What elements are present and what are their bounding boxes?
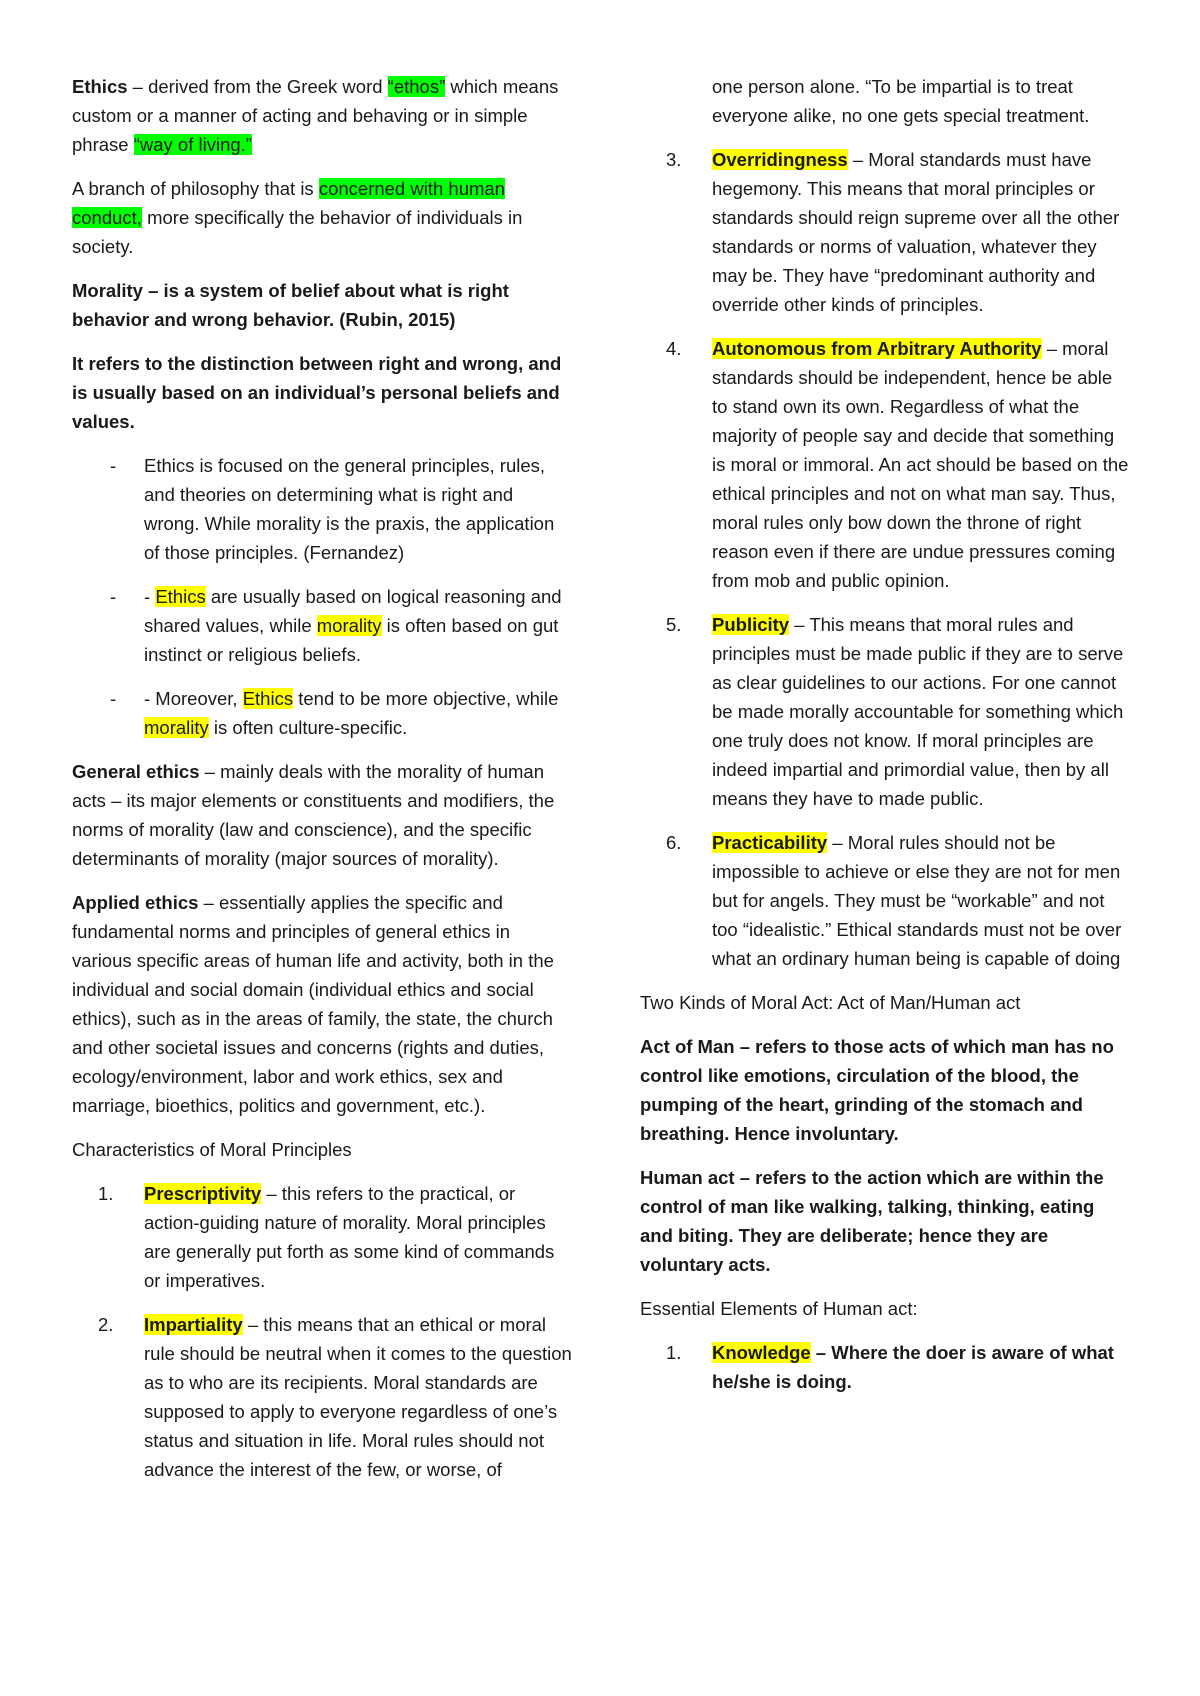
applied-ethics-paragraph xyxy=(72,888,572,1120)
item-term: Practicability xyxy=(712,832,828,853)
branch-text: A branch of philosophy that is xyxy=(72,178,319,199)
bullet-text: tend to be more objective, while xyxy=(293,688,559,709)
refers-paragraph: It refers to the distinction between right and wrong, and is usually based on an individual’s personal beliefs and values. xyxy=(72,353,562,432)
essential-elements-heading: Essential Elements of Human act: xyxy=(640,1298,918,1319)
item-number: 5. xyxy=(666,614,682,635)
item-term: Autonomous from Arbitrary Authority xyxy=(712,338,1042,359)
bullet-text: is often based on gut instinct or religious beliefs. xyxy=(144,615,559,665)
item-term: Prescriptivity xyxy=(144,1183,262,1204)
bullet-text: Ethics is focused on the general principles, rules, and theories on determining what is right and wrong. While morality is the praxis, the application of those principles. (Fernandez) xyxy=(144,455,555,563)
item-term: Publicity xyxy=(712,614,790,635)
bullet-item xyxy=(72,684,572,742)
general-ethics-paragraph xyxy=(72,757,572,873)
human-conduct-highlight: concerned with human conduct, xyxy=(72,178,505,228)
ethics-highlight: Ethics xyxy=(242,688,294,709)
numbered-item xyxy=(640,828,1132,973)
general-ethics-term: General ethics xyxy=(72,761,200,782)
item-definition: – this means that an ethical or moral rule should be neutral when it comes to the question as to who are its recipients. Moral standards are supposed to apply to everyone regardless of one’s status and situation in life. Moral rules should not advance the interest of the few, or worse, of xyxy=(144,1314,572,1480)
ethos-highlight: “ethos” xyxy=(387,76,446,97)
bullet-text: - xyxy=(144,586,156,607)
item-definition: – Where the doer is aware of what he/she is doing. xyxy=(712,1342,1114,1392)
two-kinds-heading: Two Kinds of Moral Act: Act of Man/Human act xyxy=(640,992,1021,1013)
impartiality-continuation xyxy=(640,72,1132,130)
morality-highlight: morality xyxy=(316,615,382,636)
item-definition: – This means that moral rules and principles must be made public if they are to serve as clear guidelines to our actions. For one cannot be made morally accountable for something which one truly does not know. If moral principles are indeed impartial and primordial value, then by all means they have to made public. xyxy=(712,614,1124,809)
ethics-highlight: Ethics xyxy=(155,586,206,607)
left-column xyxy=(72,72,572,1499)
general-ethics-def: – mainly deals with the morality of human acts – its major elements or constituents and modifiers, the norms of morality (law and conscience), and the specific determinants of morality (major sources of morality). xyxy=(72,761,555,869)
item-number: 1. xyxy=(666,1342,682,1363)
item-definition: – this refers to the practical, or action-guiding nature of morality. Moral principles are generally put forth as some kind of commands or imperatives. xyxy=(144,1183,555,1291)
item-term: Impartiality xyxy=(144,1314,243,1335)
numbered-item xyxy=(640,1338,1132,1396)
act-of-man-paragraph: Act of Man – refers to those acts of which man has no control like emotions, circulation of the blood, the pumping of the heart, grinding of the stomach and breathing. Hence involuntary. xyxy=(640,1036,1114,1144)
numbered-item xyxy=(72,1310,572,1484)
ethics-definition xyxy=(72,72,572,159)
characteristics-heading: Characteristics of Moral Principles xyxy=(72,1139,352,1160)
ethics-term: Ethics xyxy=(72,76,128,97)
item-term: Overridingness xyxy=(712,149,848,170)
item-number: 3. xyxy=(666,149,682,170)
item-number: 1. xyxy=(98,1183,114,1204)
morality-definition: Morality – is a system of belief about what is right behavior and wrong behavior. (Rubin, 2015) xyxy=(72,280,509,330)
continuation-text: one person alone. “To be impartial is to treat everyone alike, no one gets special treatment. xyxy=(712,76,1090,126)
way-of-living-highlight: “way of living.” xyxy=(133,134,252,155)
morality-highlight: morality xyxy=(144,717,209,738)
ethics-def-text: – derived from the Greek word xyxy=(127,76,388,97)
bullet-dash: - xyxy=(110,455,117,476)
right-column xyxy=(640,72,1132,1411)
numbered-item xyxy=(640,610,1132,813)
item-number: 2. xyxy=(98,1314,114,1335)
item-definition: – Moral standards must have hegemony. This means that moral principles or standards should reign supreme over all the other standards or norms of valuation, whatever they may be. They have “predominant authority and override other kinds of principles. xyxy=(712,149,1120,315)
bullet-item xyxy=(72,451,572,567)
item-number: 6. xyxy=(666,832,682,853)
branch-paragraph xyxy=(72,174,572,261)
item-term: Knowledge xyxy=(712,1342,811,1363)
bullet-dash: - xyxy=(110,688,117,709)
numbered-item xyxy=(640,145,1132,319)
applied-ethics-def: – essentially applies the specific and fundamental norms and principles of general ethics in various specific areas of human life and activity, both in the individual and social domain (individual ethics and social ethics), such as in the areas of family, the state, the church and other societal issues and concerns (rights and duties, ecology/environment, labor and work ethics, sex and marriage, bioethics, politics and government, etc.). xyxy=(72,892,554,1116)
bullet-text: is often culture-specific. xyxy=(208,717,408,738)
bullet-item xyxy=(72,582,572,669)
item-definition: – Moral rules should not be impossible to achieve or else they are not for men but for angels. They must be “workable” and not too “idealistic.” Ethical standards must not be over what an ordinary human being is capable of doing xyxy=(712,832,1122,969)
item-definition: – moral standards should be independent, hence be able to stand own its own. Regardless of what the majority of people say and decide that something is moral or immoral. An act should be based on the ethical principles and not on what man say. Thus, moral rules only bow down the throne of right reason even if there are undue pressures coming from mob and public opinion. xyxy=(712,338,1129,591)
bullet-dash: - xyxy=(110,586,117,607)
applied-ethics-term: Applied ethics xyxy=(72,892,199,913)
branch-text: more specifically the behavior of individuals in society. xyxy=(72,207,523,257)
item-number: 4. xyxy=(666,338,682,359)
ethics-def-text: which means custom or a manner of acting and behaving or in simple phrase xyxy=(72,76,559,155)
numbered-item xyxy=(640,334,1132,595)
human-act-paragraph: Human act – refers to the action which are within the control of man like walking, talking, thinking, eating and biting. They are deliberate; hence they are voluntary acts. xyxy=(640,1167,1104,1275)
numbered-item xyxy=(72,1179,572,1295)
bullet-text: are usually based on logical reasoning and shared values, while xyxy=(144,586,562,636)
bullet-text: - Moreover, xyxy=(144,688,243,709)
